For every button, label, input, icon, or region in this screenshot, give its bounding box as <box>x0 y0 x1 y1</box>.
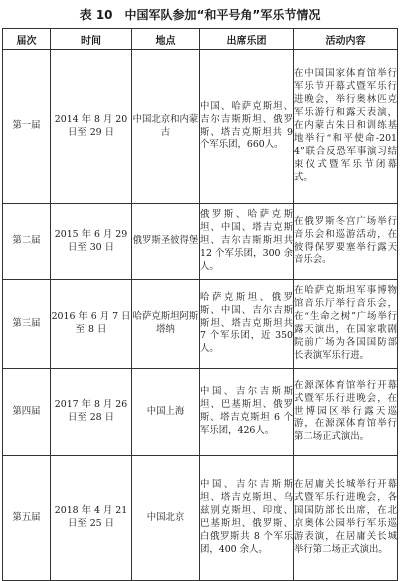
cell-bands: 哈萨克斯坦、俄罗斯、中国、吉尔吉斯斯坦、塔吉克斯坦共 7 个军乐团，近 350 人。 <box>200 280 294 369</box>
cell-bands: 中国、哈萨克斯坦、吉尔吉斯斯坦、俄罗斯、塔吉克斯坦共 9 个军乐团，660人。 <box>200 50 294 204</box>
cell-activities: 在俄罗斯冬宫广场举行音乐会和巡游活动，在彼得保罗要塞举行露天音乐会。 <box>294 204 398 280</box>
cell-bands: 俄罗斯、哈萨克斯坦、中国、塔吉克斯坦、吉尔吉斯斯坦共 12 个军乐团，300 余人。 <box>200 204 294 280</box>
table-row <box>3 369 398 456</box>
header-edition: 届次 <box>3 29 51 50</box>
cell-time: 2014 年 8 月 20 日至 29 日 <box>51 50 132 204</box>
cell-place: 中国北京 <box>132 456 200 581</box>
cell-activities: 在居庸关长城举行开幕式暨军乐行进晚会，各国国防部长出席，在北京奥体公园举行军乐巡游表演，在居庸关长城举行第二场正式演出。 <box>294 456 398 581</box>
cell-place: 哈萨克斯坦阿斯塔纳 <box>132 280 200 369</box>
cell-time: 2016 年 6 月 7 日至 8 日 <box>51 280 132 369</box>
cell-time: 2015 年 6 月 29 日至 30 日 <box>51 204 132 280</box>
table-number: 表 10 <box>79 8 113 22</box>
table-row <box>3 456 398 581</box>
cell-activities: 在中国国家体育馆举行军乐节开幕式暨军乐行进晚会，举行奥林匹克军乐游行和露天表演，在内蒙古朱日和训练基地举行“和平使命-2014”联合反恐军事演习结束仪式暨军乐节闭幕式。 <box>294 50 398 204</box>
cell-edition: 第二届 <box>3 204 51 280</box>
cell-edition: 第三届 <box>3 280 51 369</box>
header-place: 地点 <box>132 29 200 50</box>
header-time: 时间 <box>51 29 132 50</box>
cell-place: 中国北京和内蒙古 <box>132 50 200 204</box>
table-row <box>3 204 398 280</box>
cell-bands: 中国、吉尔吉斯斯坦、巴基斯坦、俄罗斯、塔吉克斯坦 6 个军乐团，426人。 <box>200 369 294 456</box>
table-caption <box>0 6 400 23</box>
table-title: 中国军队参加“和平号角”军乐节情况 <box>124 8 321 22</box>
cell-place: 俄罗斯圣彼得堡 <box>132 204 200 280</box>
cell-edition: 第五届 <box>3 456 51 581</box>
cell-time: 2018 年 4 月 21 日至 25 日 <box>51 456 132 581</box>
table-row <box>3 280 398 369</box>
cell-time: 2017 年 8 月 26 日至 28 日 <box>51 369 132 456</box>
cell-edition: 第一届 <box>3 50 51 204</box>
header-activities: 活动内容 <box>294 29 398 50</box>
cell-activities: 在哈萨克斯坦军事博物馆音乐厅举行音乐会，在“生命之树”广场举行露天演出，在国家歌剧院前广场为各国国防部长表演军乐行进。 <box>294 280 398 369</box>
header-bands: 出席乐团 <box>200 29 294 50</box>
table-row <box>3 50 398 204</box>
cell-edition: 第四届 <box>3 369 51 456</box>
cell-place: 中国上海 <box>132 369 200 456</box>
military-music-festival-table <box>2 28 398 581</box>
cell-bands: 中国、吉尔吉斯斯坦、塔吉克斯坦、乌兹别克斯坦、印度、巴基斯坦、俄罗斯、白俄罗斯共 8 个军乐团，400 余人。 <box>200 456 294 581</box>
table-header-row <box>3 29 398 50</box>
cell-activities: 在源深体育馆举行开幕式暨军乐行进晚会，在世博园区举行露天巡游，在源深体育馆举行第二场正式演出。 <box>294 369 398 456</box>
